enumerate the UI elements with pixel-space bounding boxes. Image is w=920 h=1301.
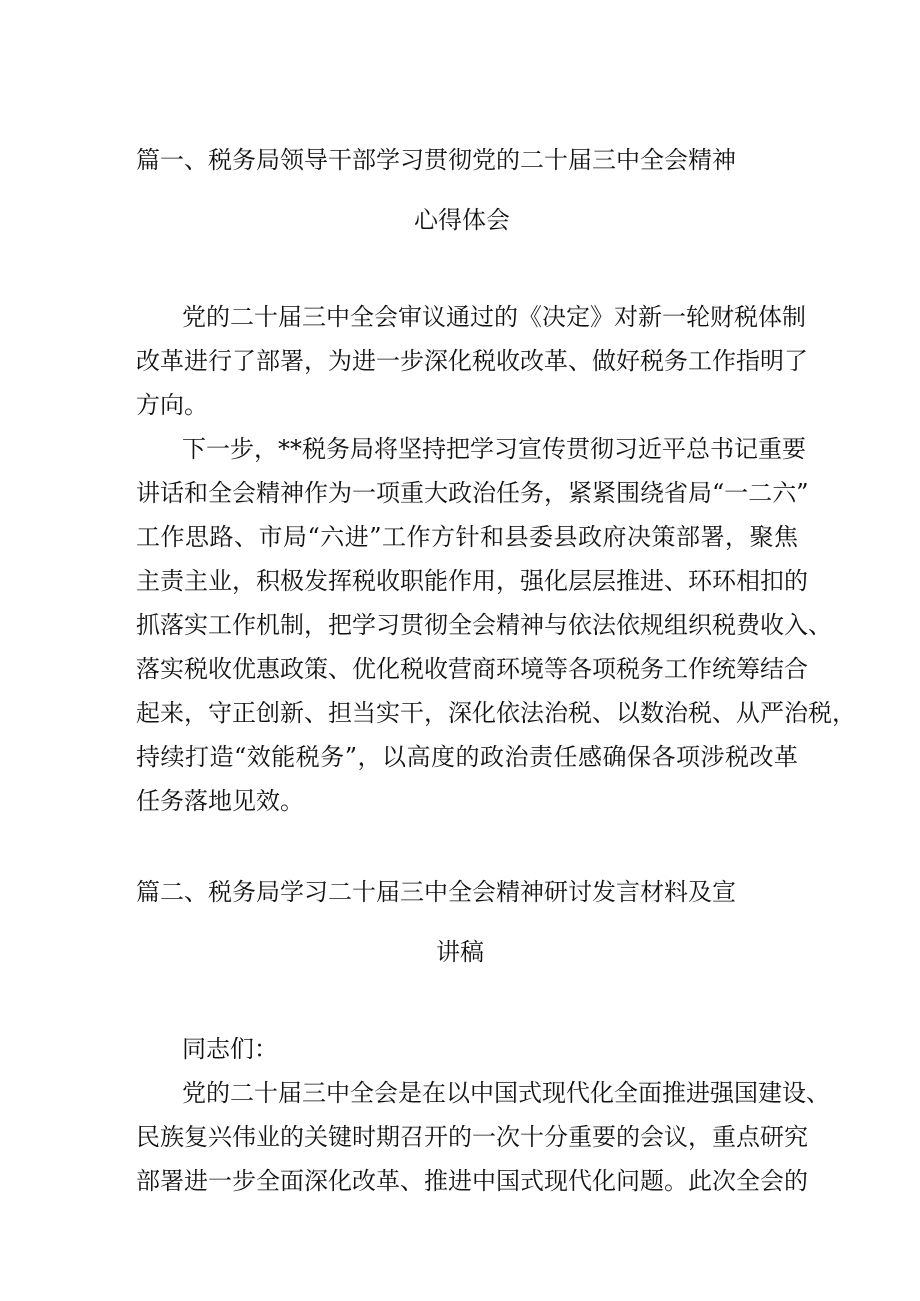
section-1-title-line-2: 心得体会 [414,206,510,234]
section-1-para-2-line-1: 下一步，**税务局将坚持把学习宣传贯彻习近平总书记重要 [182,435,806,463]
section-2-para-2-line-1: 党的二十届三中全会是在以中国式现代化全面推进强国建设、 [182,1079,830,1107]
section-2-title-line-2: 讲稿 [436,938,484,966]
section-2-greeting: 同志们： [182,1035,278,1063]
section-1-para-1-line-3: 方向。 [136,391,208,419]
section-1-para-2-line-3: 工作思路、市局“六进”工作方针和县委县政府决策部署，聚焦 [136,523,798,551]
section-1-para-1-line-2: 改革进行了部署，为进一步深化税收改革、做好税务工作指明了 [136,347,808,375]
section-1-para-2-line-5: 抓落实工作机制，把学习贯彻全会精神与依法依规组织税费收入、 [136,611,832,639]
section-1-para-1-line-1: 党的二十届三中全会审议通过的《决定》对新一轮财税体制 [182,303,806,331]
section-1-para-2-line-8: 持续打造“效能税务”，以高度的政治责任感确保各项涉税改革 [136,743,798,771]
section-2-title-line-1: 篇二、税务局学习二十届三中全会精神研讨发言材料及宣 [136,878,736,906]
section-2-para-2-line-3: 部署进一步全面深化改革、推进中国式现代化问题。此次全会的 [136,1167,808,1195]
section-2-para-2-line-2: 民族复兴伟业的关键时期召开的一次十分重要的会议，重点研究 [136,1123,808,1151]
section-1-title-line-1: 篇一、税务局领导干部学习贯彻党的二十届三中全会精神 [136,146,736,174]
section-1-para-2-line-6: 落实税收优惠政策、优化税收营商环境等各项税务工作统筹结合 [136,655,808,683]
section-1-para-2-line-2: 讲话和全会精神作为一项重大政治任务，紧紧围绕省局“一二六” [136,479,809,507]
section-1-para-2-line-7: 起来，守正创新、担当实干，深化依法治税、以数治税、从严治税， [136,699,856,727]
section-1-para-2-line-4: 主责主业，积极发挥税收职能作用，强化层层推进、环环相扣的 [136,567,808,595]
section-1-para-2-line-9: 任务落地见效。 [136,787,304,815]
